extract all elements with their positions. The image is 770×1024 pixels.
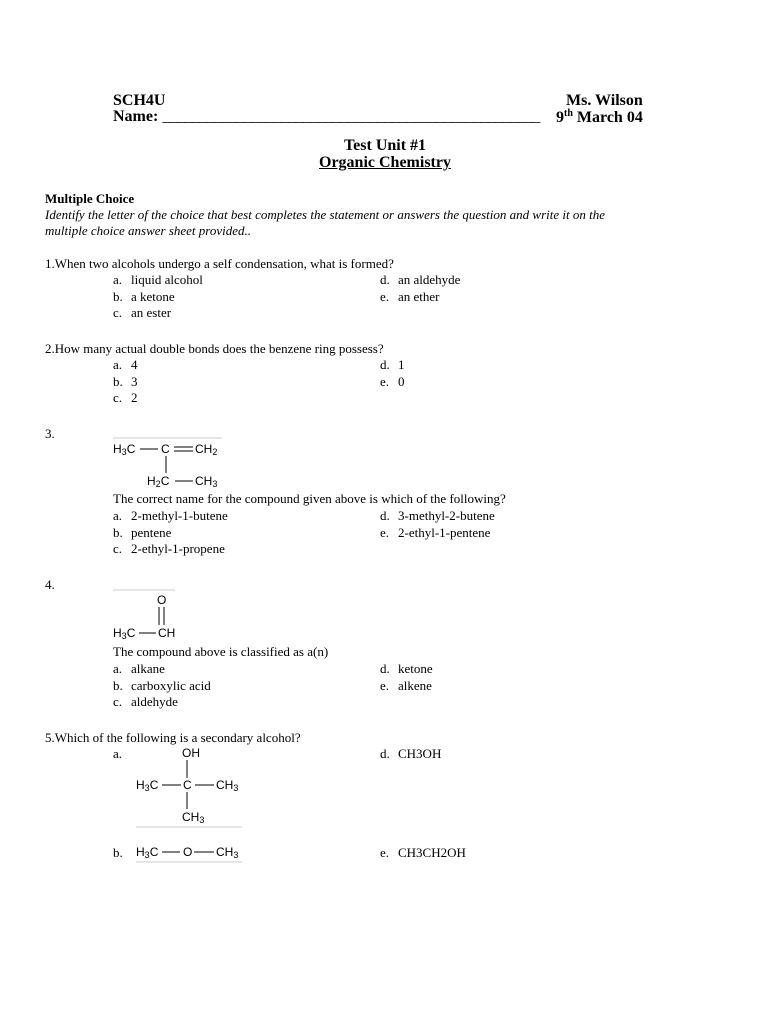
atom-label: CH xyxy=(195,474,213,488)
q5b-h3c: $H_3C$ xyxy=(136,845,159,860)
option-letter: c. xyxy=(113,305,123,320)
option-letter: e. xyxy=(380,374,390,389)
atom-label: CH xyxy=(216,778,234,792)
option-text: a ketone xyxy=(131,289,175,304)
option-letter: e. xyxy=(380,525,390,540)
option-text: ketone xyxy=(398,661,433,676)
option-letter: d. xyxy=(380,508,390,523)
option-letter: d. xyxy=(380,272,390,287)
option-text: 4 xyxy=(131,357,138,372)
question-1-text: 1.When two alcohols undergo a self condensation, what is formed? xyxy=(45,256,394,271)
q4-ch: CH xyxy=(158,626,176,640)
option-text: 3-methyl-2-butene xyxy=(398,508,495,523)
atom-subscript: 3 xyxy=(199,815,205,825)
option-letter: c. xyxy=(113,390,123,405)
option-letter: e. xyxy=(380,845,390,860)
option-text: an ester xyxy=(131,305,172,320)
option-text: 0 xyxy=(398,374,405,389)
section-heading: Multiple Choice xyxy=(45,191,135,206)
atom-subscript: 3 xyxy=(144,783,150,793)
option-text: 2-ethyl-1-pentene xyxy=(398,525,491,540)
option-text: CH3OH xyxy=(398,746,442,761)
instructions-line-2: multiple choice answer sheet provided.. xyxy=(45,223,252,238)
test-title: Test Unit #1 xyxy=(343,137,427,154)
option-text: CH3CH2OH xyxy=(398,845,466,860)
option-text: 2 xyxy=(131,390,138,405)
option-text: carboxylic acid xyxy=(131,678,211,693)
atom-subscript: 2 xyxy=(155,479,161,489)
q5-option-e xyxy=(380,845,466,861)
option-letter: a. xyxy=(113,357,123,372)
name-line: ___________________________________________________ xyxy=(162,108,540,125)
option-letter: e. xyxy=(380,289,390,304)
question-5-text: 5.Which of the following is a secondary alcohol? xyxy=(45,730,301,745)
teacher-name: Ms. Wilson xyxy=(566,92,643,109)
date-month-year: March 04 xyxy=(576,109,643,126)
atom-subscript: 3 xyxy=(121,631,127,641)
q5-option-a-letter: a. xyxy=(113,746,123,761)
option-text: 2-methyl-1-butene xyxy=(131,508,228,523)
q4-oxygen: O xyxy=(157,593,167,607)
date-suffix: th xyxy=(564,108,573,119)
question-4-text: The compound above is classified as a(n) xyxy=(113,644,329,659)
atom-subscript: 3 xyxy=(233,850,239,860)
atom-subscript: 3 xyxy=(212,479,218,489)
option-letter: b. xyxy=(113,678,123,693)
option-letter: e. xyxy=(380,678,390,693)
atom-subscript: 2 xyxy=(212,447,218,457)
option-letter: c. xyxy=(113,541,123,556)
option-text: an aldehyde xyxy=(398,272,461,287)
option-text: aldehyde xyxy=(131,694,178,709)
option-letter: b. xyxy=(113,374,123,389)
q3-h3c: $H_3C$ xyxy=(113,442,136,457)
date-day: 9 xyxy=(556,109,564,126)
course-code: SCH4U xyxy=(113,92,166,109)
atom-subscript: 3 xyxy=(233,783,239,793)
atom-label: H xyxy=(147,474,156,488)
atom-label: H xyxy=(136,778,145,792)
q3-c: C xyxy=(161,442,170,456)
option-text: alkane xyxy=(131,661,165,676)
atom-label: H xyxy=(113,626,122,640)
option-text: 3 xyxy=(131,374,138,389)
question-3-text: The correct name for the compound given above is which of the following? xyxy=(113,491,506,506)
atom-label: CH xyxy=(216,845,234,859)
question-4-number: 4. xyxy=(45,577,55,592)
atom-subscript: 3 xyxy=(144,850,150,860)
question-3-number: 3. xyxy=(45,426,55,441)
question-2-text: 2.How many actual double bonds does the benzene ring possess? xyxy=(45,341,384,356)
instructions-line-1: Identify the letter of the choice that best completes the statement or answers the question and write it on the xyxy=(45,207,605,222)
option-text: liquid alcohol xyxy=(131,272,203,287)
option-text: pentene xyxy=(131,525,172,540)
option-letter: a. xyxy=(113,661,123,676)
option-letter: d. xyxy=(380,746,390,761)
option-text: alkene xyxy=(398,678,432,693)
option-letter: b. xyxy=(113,289,123,304)
option-letter: d. xyxy=(380,661,390,676)
option-text: 2-ethyl-1-propene xyxy=(131,541,225,556)
atom-label: CH xyxy=(182,810,200,824)
atom-subscript: 3 xyxy=(121,447,127,457)
q5a-c: C xyxy=(183,778,192,792)
option-letter: a. xyxy=(113,272,123,287)
option-letter: c. xyxy=(113,694,123,709)
q5b-oxygen: O xyxy=(183,845,193,859)
atom-label: H xyxy=(113,442,122,456)
q4-h3c: $H_3C$ xyxy=(113,626,136,641)
option-text: an ether xyxy=(398,289,440,304)
option-letter: a. xyxy=(113,508,123,523)
test-subtitle-text: Organic Chemistry xyxy=(319,154,451,171)
atom-label: CH xyxy=(195,442,213,456)
q5a-oh: OH xyxy=(182,746,200,760)
name-label-text: Name: xyxy=(113,108,159,125)
q3-h2c: $H_2C$ xyxy=(147,474,170,489)
option-letter: d. xyxy=(380,357,390,372)
atom-label: H xyxy=(136,845,145,859)
q5a-h3c: $H_3C$ xyxy=(136,778,159,793)
option-letter: b. xyxy=(113,525,123,540)
q5-option-b-letter: b. xyxy=(113,845,123,860)
option-text: 1 xyxy=(398,357,405,372)
q5b-ch3 xyxy=(216,845,238,860)
